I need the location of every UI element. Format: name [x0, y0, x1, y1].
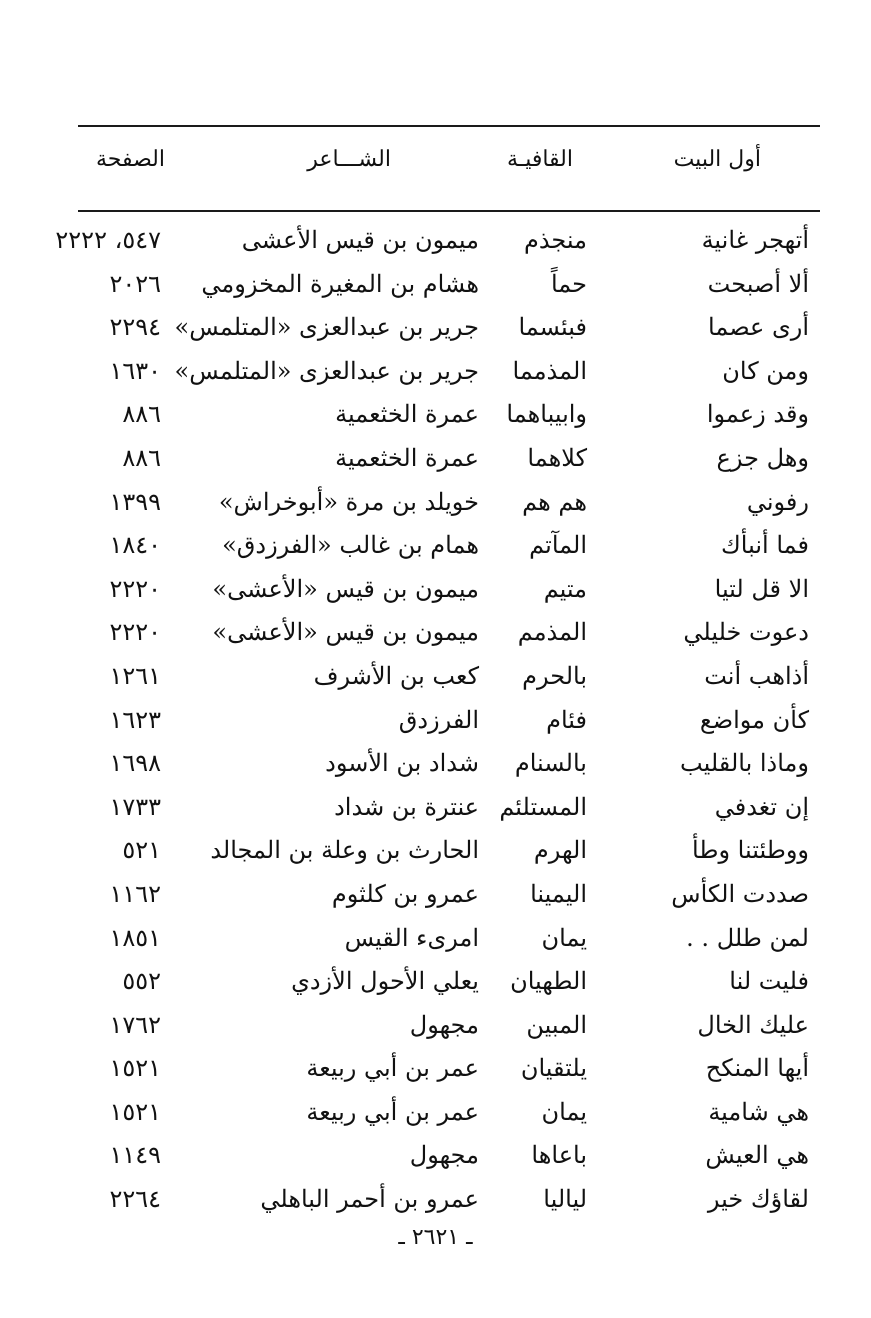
poet-cell: الفرزدق [398, 705, 479, 734]
rhyme-cell: المستلئم [499, 792, 587, 821]
table-row [0, 743, 871, 787]
poet-cell: عنترة بن شداد [334, 792, 479, 821]
poet-cell: عمرة الخثعمية [335, 443, 479, 472]
table-row [0, 874, 871, 918]
page-ref-cell: ١٦٣٠ [109, 356, 161, 385]
first-verse-cell: وهل جزع [716, 443, 809, 472]
first-verse-cell: أيها المنكح [705, 1054, 809, 1083]
first-verse-cell: إن تغدفي [714, 792, 809, 821]
poet-cell: عمر بن أبي ربيعة [306, 1054, 479, 1083]
poet-cell: شداد بن الأسود [325, 749, 479, 778]
rhyme-cell: وابيباهما [506, 400, 587, 429]
rhyme-cell: المبين [526, 1010, 587, 1039]
rhyme-cell: متيم [543, 574, 587, 603]
header-top-rule [78, 125, 820, 127]
poet-cell: جرير بن عبدالعزى «المتلمس» [174, 313, 479, 342]
page-ref-cell: ٨٨٦ [122, 400, 161, 429]
column-header-page: الصفحة [95, 147, 165, 172]
rhyme-cell: الهرم [533, 836, 587, 865]
page-ref-cell: ١٧٦٢ [109, 1010, 161, 1039]
table-row [0, 438, 871, 482]
rhyme-cell: هم هم [522, 487, 587, 516]
rhyme-cell: فبئسما [518, 313, 587, 342]
page-ref-cell: ١٣٩٩ [109, 487, 161, 516]
poet-cell: ميمون بن قيس الأعشى [241, 226, 479, 254]
table-row [0, 1092, 871, 1136]
poet-cell: عمر بن أبي ربيعة [306, 1097, 479, 1126]
table-row [0, 351, 871, 395]
rhyme-cell: لياليا [543, 1185, 587, 1214]
first-verse-cell: ووطئتنا وطأ [692, 836, 809, 865]
poet-cell: مجهول [409, 1141, 479, 1170]
page-ref-cell: ١٨٥١ [109, 923, 161, 952]
page-ref-cell: ١٥٢١ [109, 1097, 161, 1126]
column-header-poet: الشـــاعر [307, 147, 391, 172]
first-verse-cell: عليك الخال [697, 1010, 809, 1039]
poet-cell: عمرة الخثعمية [335, 400, 479, 429]
table-row [0, 1135, 871, 1179]
header-bottom-rule [78, 210, 820, 212]
table-row [0, 1005, 871, 1049]
first-verse-cell: أتهجر غانية [701, 226, 809, 254]
poet-cell: يعلي الأحول الأزدي [291, 967, 479, 996]
table-row [0, 264, 871, 308]
rhyme-cell: يلتقيان [520, 1054, 587, 1083]
rhyme-cell: فئام [546, 705, 587, 734]
table-row [0, 220, 871, 264]
first-verse-cell: الا قل لتيا [714, 574, 809, 603]
first-verse-cell: كأن مواضع [699, 705, 809, 734]
rhyme-cell: المذمم [517, 618, 587, 647]
page-ref-cell: ١١٤٩ [109, 1141, 161, 1170]
rhyme-cell: اليمينا [530, 879, 587, 908]
first-verse-cell: أذاهب أنت [704, 661, 809, 690]
poet-cell: خويلد بن مرة «أبوخراش» [218, 487, 479, 516]
poet-cell: همام بن غالب «الفرزدق» [222, 531, 479, 560]
table-row [0, 525, 871, 569]
table-row [0, 482, 871, 526]
table-row [0, 307, 871, 351]
table-row [0, 700, 871, 744]
page-ref-cell: ٢٢٩٤ [109, 313, 161, 342]
first-verse-cell: رفوني [746, 487, 809, 516]
table-row [0, 394, 871, 438]
page-ref-cell: ١٧٣٣ [109, 792, 161, 821]
column-header-first-verse: أول البيت [673, 147, 761, 172]
page-ref-cell: ١١٦٢ [109, 879, 161, 908]
rhyme-cell: بالسنام [514, 749, 587, 778]
page-ref-cell: ٥٢١ [122, 836, 161, 865]
table-row [0, 961, 871, 1005]
page-ref-cell: ٢٠٢٦ [109, 269, 161, 298]
poet-cell: ميمون بن قيس «الأعشى» [212, 574, 479, 603]
rhyme-cell: الطهيان [510, 967, 587, 996]
first-verse-cell: ومن كان [722, 356, 809, 385]
table-row [0, 830, 871, 874]
poet-cell: هشام بن المغيرة المخزومي [201, 269, 479, 298]
table-row [0, 1048, 871, 1092]
poet-cell: امرىء القيس [344, 923, 479, 952]
poet-cell: عمرو بن أحمر الباهلي [260, 1185, 479, 1214]
page-ref-cell: ١٥٢١ [109, 1054, 161, 1083]
rhyme-cell: كلاهما [527, 443, 587, 472]
poet-cell: مجهول [409, 1010, 479, 1039]
first-verse-cell: هي شامية [708, 1097, 809, 1126]
first-verse-cell: فليت لنا [729, 967, 809, 996]
rhyme-cell: منجذم [523, 226, 587, 254]
first-verse-cell: فما أنبأك [721, 531, 809, 560]
page-ref-cell: ٨٨٦ [122, 443, 161, 472]
rhyme-cell: المآتم [529, 531, 587, 560]
rhyme-cell: حماً [550, 269, 587, 298]
table-row [0, 569, 871, 613]
poet-cell: الحارث بن وعلة بن المجالد [210, 836, 479, 865]
poet-cell: عمرو بن كلثوم [331, 879, 479, 908]
page-ref-cell: ١٨٤٠ [109, 531, 161, 560]
page-ref-cell: ٥٥٢ [122, 967, 161, 996]
poet-cell: كعب بن الأشرف [313, 661, 479, 690]
table-row [0, 1179, 871, 1223]
page-ref-cell: ٢٢٢٠ [109, 618, 161, 647]
rhyme-cell: بالحرم [522, 661, 587, 690]
table-row [0, 787, 871, 831]
page-number: ـ ٢٦٢١ ـ [398, 1225, 473, 1250]
column-header-rhyme: القافيـة [506, 147, 573, 172]
poet-cell: ميمون بن قيس «الأعشى» [212, 618, 479, 647]
first-verse-cell: صددت الكأس [671, 879, 809, 908]
table-row [0, 918, 871, 962]
page-ref-cell: ٢٢٦٤ [109, 1185, 161, 1214]
rhyme-cell: المذمما [512, 356, 587, 385]
first-verse-cell: لمن طلل . . [686, 923, 809, 952]
rhyme-cell: باعاها [531, 1141, 587, 1170]
first-verse-cell: أرى عصما [708, 313, 809, 342]
first-verse-cell: لقاؤك خير [707, 1185, 809, 1214]
page-ref-cell: ١٦٢٣ [109, 705, 161, 734]
index-table-body [0, 220, 871, 1223]
first-verse-cell: وقد زعموا [706, 400, 809, 429]
first-verse-cell: وماذا بالقليب [680, 749, 809, 778]
first-verse-cell: دعوت خليلي [683, 618, 809, 647]
rhyme-cell: يمان [541, 1097, 587, 1126]
first-verse-cell: ألا أصبحت [707, 269, 809, 298]
poet-cell: جرير بن عبدالعزى «المتلمس» [174, 356, 479, 385]
table-row [0, 612, 871, 656]
page-ref-cell: ٥٤٧، ٢٢٢٢ [55, 226, 161, 254]
table-row [0, 656, 871, 700]
page-ref-cell: ١٢٦١ [109, 661, 161, 690]
rhyme-cell: يمان [541, 923, 587, 952]
first-verse-cell: هي العيش [705, 1141, 809, 1170]
page-ref-cell: ١٦٩٨ [109, 749, 161, 778]
page-ref-cell: ٢٢٢٠ [109, 574, 161, 603]
